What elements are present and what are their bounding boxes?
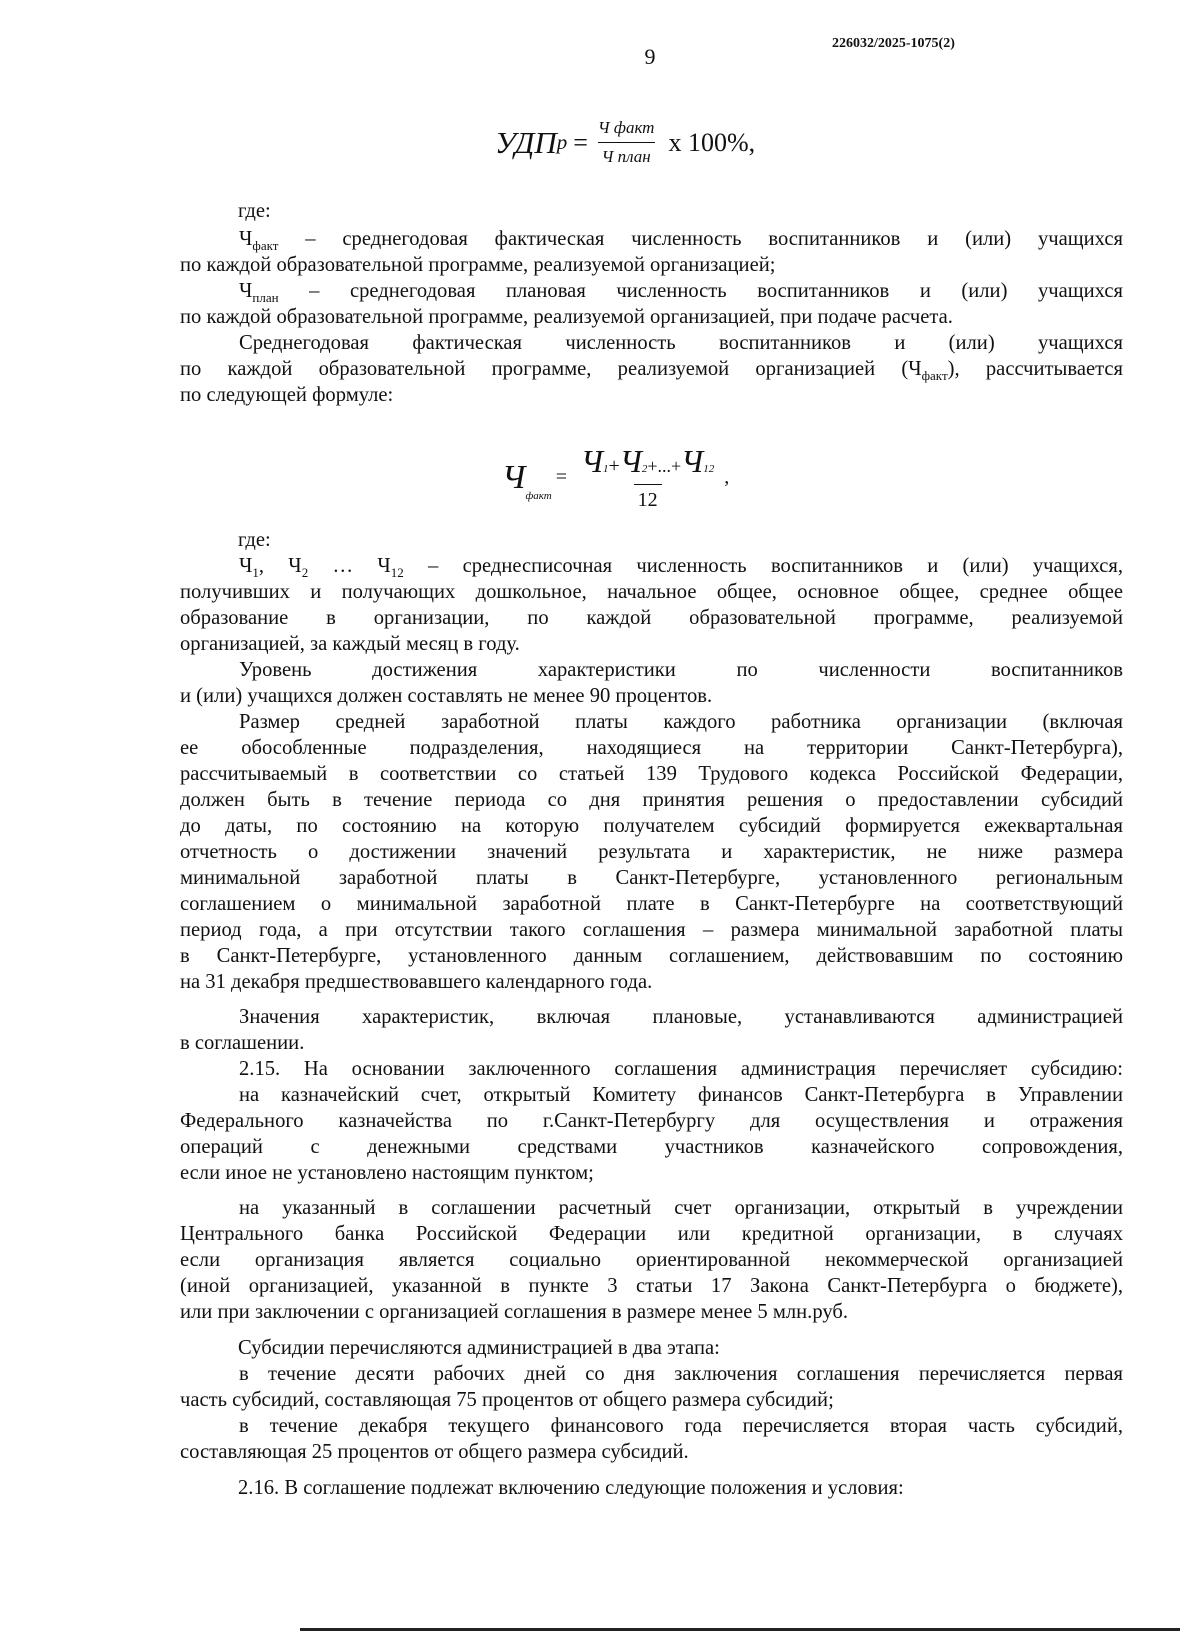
formula-2-lhs-sub: факт: [525, 490, 552, 502]
where-label: где:: [238, 529, 271, 551]
paragraph-line: в Санкт-Петербурге, установленного данным соглашением, действовавшим по состоянию: [180, 945, 1123, 967]
formula-1-den-symbol: Ч: [601, 147, 614, 166]
formula-1-num-symbol: Ч: [597, 118, 610, 137]
formula-1-equals: =: [573, 127, 588, 157]
paragraph-line: в течение десяти рабочих дней со дня заключения соглашения перечисляется первая: [239, 1363, 1123, 1385]
formula-1-lhs: УДП: [495, 124, 557, 160]
paragraph-line: организацией, за каждый месяц в году.: [180, 633, 520, 655]
paragraph-line: соглашением о минимальной заработной плате в Санкт-Петербурге на соответствующий: [180, 893, 1123, 915]
paragraph-line: на казначейский счет, открытый Комитету финансов Санкт-Петербурга в Управлении: [239, 1084, 1123, 1106]
formula-chfakt: [502, 443, 729, 512]
paragraph-line: по следующей формуле:: [180, 384, 394, 406]
paragraph-line: [180, 356, 1123, 382]
section-2-16: 2.16. В соглашение подлежат включению следующие положения и условия:: [238, 1477, 904, 1499]
paragraph-line: составляющая 25 процентов от общего размера субсидий.: [180, 1441, 689, 1463]
formula-1-den-sub: план: [617, 147, 651, 166]
page-number: 9: [644, 44, 656, 69]
formula-1-num-sub: факт: [613, 118, 655, 137]
where-label: где:: [238, 200, 271, 222]
paragraph-line: Уровень достижения характеристики по численности воспитанников: [239, 659, 1123, 681]
formula-1-fraction: [594, 118, 659, 167]
paragraph-line: Субсидии перечисляются администрацией в два этапа:: [238, 1337, 720, 1359]
symbol-sub-fakt: факт: [252, 238, 279, 254]
paragraph-line: в соглашении.: [180, 1032, 305, 1054]
paragraph-line: в течение декабря текущего финансового года перечисляется вторая часть субсидий,: [239, 1415, 1123, 1437]
definition-ch-monthly: [239, 553, 1123, 579]
paragraph-line: Федерального казначейства по г.Санкт-Петербургу для осуществления и отражения: [180, 1110, 1123, 1132]
paragraph-line: период года, а при отсутствии такого соглашения – размера минимальной заработной платы: [180, 919, 1123, 941]
definition-text: – среднегодовая плановая численность воспитанников и (или) учащихся: [278, 280, 1123, 302]
symbol-sub-fakt: факт: [921, 368, 948, 384]
definition-chplan: [239, 278, 1123, 304]
formula-1-tail: х 100%,: [668, 127, 756, 157]
formula-2-numerator: [577, 443, 718, 484]
formula-2-n1: Ч: [580, 443, 604, 479]
paragraph-line: ее обособленные подразделения, находящиеся на территории Санкт-Петербурга),: [180, 737, 1123, 759]
paragraph-line: по каждой образовательной программе, реализуемой организацией, при подаче расчета.: [180, 306, 953, 328]
paragraph-line: минимальной заработной платы в Санкт-Петербурге, установленного региональным: [180, 867, 1123, 889]
paragraph-line: часть субсидий, составляющая 75 процентов от общего размера субсидий;: [180, 1389, 834, 1411]
paragraph-line: и (или) учащихся должен составлять не менее 90 процентов.: [180, 685, 713, 707]
paragraph-line: по каждой образовательной программе, реализуемой организацией;: [180, 254, 776, 276]
formula-1-denominator: [598, 142, 655, 167]
section-2-15: 2.15. На основании заключенного соглашения администрация перечисляет субсидию:: [239, 1058, 1123, 1080]
paragraph-line: если организация является социально ориентированной некоммерческой организацией: [180, 1249, 1123, 1271]
formula-2-n2-sub: 2: [641, 463, 648, 475]
text-part: по каждой образовательной программе, реализуемой организацией (Ч: [180, 358, 922, 380]
formula-2-fraction: [577, 443, 718, 512]
symbol-ch: Ч: [239, 228, 253, 250]
definition-text: – среднегодовая фактическая численность воспитанников и (или) учащихся: [278, 228, 1123, 250]
paragraph-line: операций с денежными средствами участников казначейского сопровождения,: [180, 1136, 1123, 1158]
paragraph-line: если иное не установлено настоящим пунктом;: [180, 1162, 594, 1184]
paragraph-line: на 31 декабря предшествовавшего календарного года.: [180, 971, 653, 993]
paragraph-line: Значения характеристик, включая плановые, устанавливаются администрацией: [239, 1006, 1123, 1028]
formula-2-n1-sub: 1: [603, 463, 609, 475]
formula-2-n12: Ч: [681, 443, 704, 479]
formula-2-n12-sub: 12: [703, 463, 715, 475]
symbol-ch: , Ч: [258, 555, 302, 577]
symbol-sub-plan: план: [252, 290, 279, 306]
formula-2-equals: =: [555, 466, 567, 488]
text-part: ), рассчитывается: [947, 358, 1123, 380]
symbol-ch: Ч: [239, 555, 253, 577]
paragraph-line: Среднегодовая фактическая численность воспитанников и (или) учащихся: [239, 332, 1123, 354]
paragraph-line: Центрального банка Российской Федерации или кредитной организации, в случаях: [180, 1223, 1123, 1245]
paragraph-line: или при заключении с организацией соглашения в размере менее 5 млн.руб.: [180, 1301, 849, 1323]
paragraph-line: до даты, по состоянию на которую получателем субсидий формируется ежеквартальная: [180, 815, 1123, 837]
document-id: 226032/2025-1075(2): [832, 36, 955, 51]
paragraph-line: должен быть в течение периода со дня принятия решения о предоставлении субсидий: [180, 789, 1123, 811]
paragraph-line: Размер средней заработной платы каждого работника организации (включая: [239, 711, 1123, 733]
symbol-ch: … Ч: [308, 555, 391, 577]
paragraph-line: (иной организацией, указанной в пункте 3 статьи 17 Закона Санкт-Петербурга о бюджете),: [180, 1275, 1123, 1297]
symbol-sub: 2: [301, 565, 309, 581]
formula-1-lhs-sub: р: [556, 130, 568, 154]
paragraph-line: получивших и получающих дошкольное, начальное общее, основное общее, среднее общее: [180, 581, 1123, 603]
formula-2-lhs: Ч: [502, 458, 526, 496]
paragraph-line: образование в организации, по каждой образовательной программе, реализуемой: [180, 607, 1123, 629]
symbol-sub: 12: [390, 565, 404, 581]
formula-udp: [495, 118, 755, 167]
formula-2-n2: Ч: [619, 443, 642, 479]
paragraph-line: отчетность о достижении значений результата и характеристик, не ниже размера: [180, 841, 1123, 863]
paragraph-line: на указанный в соглашении расчетный счет организации, открытый в учреждении: [239, 1197, 1123, 1219]
bottom-rule: [300, 1628, 1180, 1631]
symbol-sub: 1: [252, 565, 259, 581]
paragraph-line: рассчитываемый в соответствии со статьей 139 Трудового кодекса Российской Федерации,: [180, 763, 1123, 785]
definition-text: – среднесписочная численность воспитанников и (или) учащихся,: [403, 555, 1123, 577]
formula-2-plus: +: [608, 455, 620, 477]
formula-2-plus-dots: +...+: [647, 456, 682, 476]
definition-chfakt: [239, 226, 1123, 252]
formula-2-tail: ,: [724, 466, 730, 488]
symbol-ch: Ч: [239, 280, 253, 302]
formula-1-numerator: [594, 118, 659, 142]
formula-2-denominator: 12: [634, 484, 662, 512]
